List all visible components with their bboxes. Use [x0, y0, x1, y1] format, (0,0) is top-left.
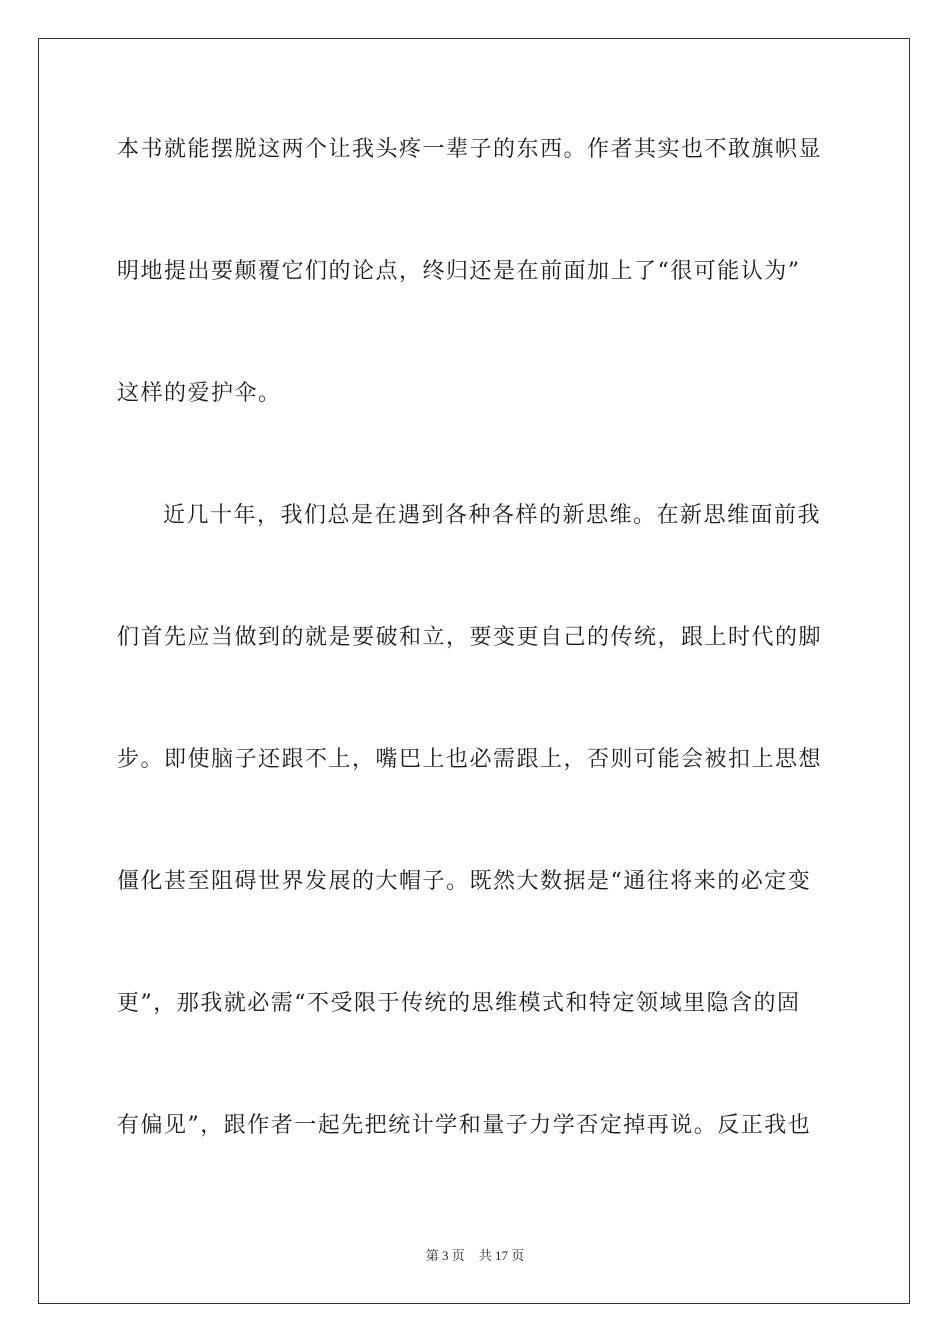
text-line-6: 步。即使脑子还跟不上，嘴巴上也必需跟上，否则可能会被扣上思想: [117, 747, 823, 772]
text-line-8: 更”，那我就必需“不受限于传统的思维模式和特定领域里隐含的固: [117, 991, 801, 1016]
text-line-9: 有偏见”，跟作者一起先把统计学和量子力学否定掉再说。反正我也: [117, 1113, 812, 1138]
text-line-2: 明地提出要颠覆它们的论点，终归还是在前面加上了“很可能认为”: [117, 259, 801, 284]
text-line-7: 僵化甚至阻碍世界发展的大帽子。既然大数据是“通往将来的必定变: [117, 869, 812, 894]
text-line-3: 这样的爱护伞。: [117, 381, 282, 406]
page-footer: [0, 1247, 950, 1265]
text-line-4: 近几十年，我们总是在遇到各种各样的新思维。在新思维面前我: [163, 503, 822, 528]
document-body: [117, 120, 833, 1218]
page-total: 共 17 页: [478, 1248, 525, 1263]
text-line-1: 本书就能摆脱这两个让我头疼一辈子的东西。作者其实也不敢旗帜显: [117, 137, 823, 162]
text-line-5: 们首先应当做到的就是要破和立，要变更自己的传统，跟上时代的脚: [117, 625, 823, 650]
page-number: 第 3 页: [425, 1248, 465, 1263]
